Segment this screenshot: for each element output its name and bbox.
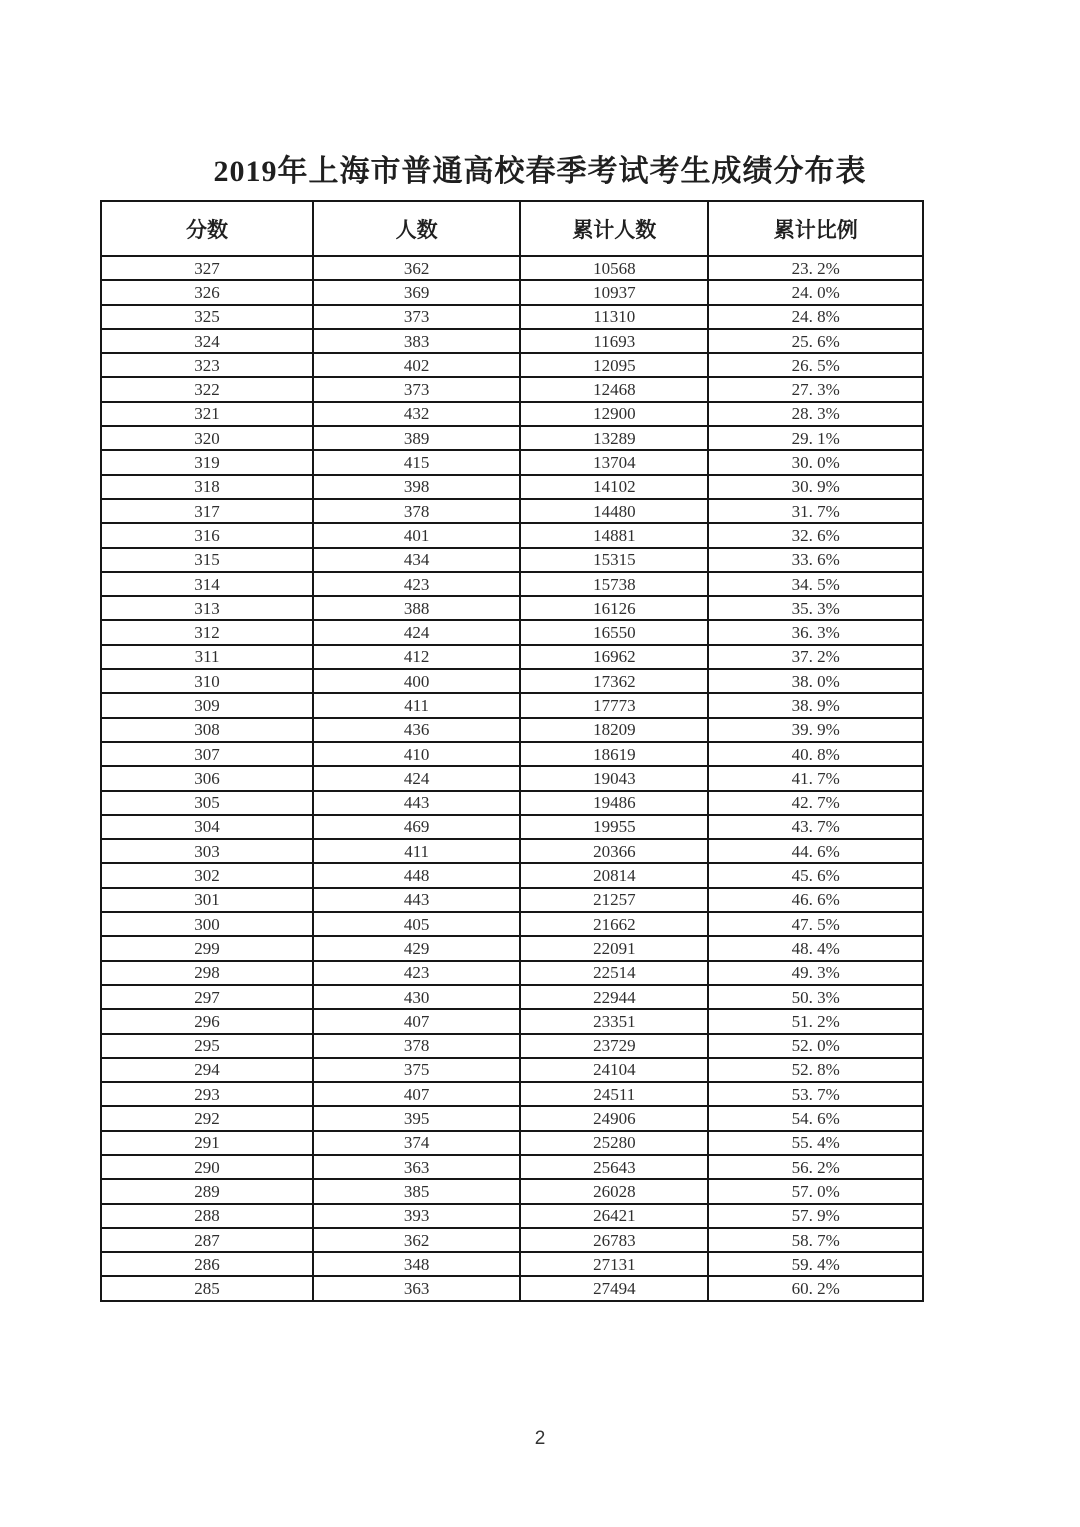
score-cell: 312 (101, 620, 313, 644)
score-cell: 295 (101, 1034, 313, 1058)
count-cell: 411 (313, 693, 520, 717)
count-cell: 348 (313, 1252, 520, 1276)
score-cell: 301 (101, 888, 313, 912)
table-row (101, 1155, 923, 1179)
table-body (101, 256, 923, 1301)
column-header-score: 分数 (101, 201, 313, 256)
document-title: 2019年上海市普通高校春季考试考生成绩分布表 (213, 155, 867, 188)
header-row (101, 201, 923, 256)
count-cell: 432 (313, 402, 520, 426)
score-cell: 314 (101, 572, 313, 596)
count-cell: 402 (313, 353, 520, 377)
score-cell: 296 (101, 1009, 313, 1033)
count-cell: 395 (313, 1106, 520, 1130)
count-cell: 443 (313, 888, 520, 912)
cumulative-count-cell: 12468 (520, 377, 708, 401)
cumulative-percent-cell: 24. 0% (708, 280, 923, 304)
cumulative-percent-cell: 24. 8% (708, 305, 923, 329)
cumulative-count-cell: 22514 (520, 961, 708, 985)
cumulative-count-cell: 23351 (520, 1009, 708, 1033)
count-cell: 362 (313, 1228, 520, 1252)
cumulative-count-cell: 12095 (520, 353, 708, 377)
score-cell: 319 (101, 450, 313, 474)
table-row (101, 426, 923, 450)
cumulative-percent-cell: 48. 4% (708, 936, 923, 960)
score-cell: 288 (101, 1204, 313, 1228)
table-row (101, 620, 923, 644)
count-cell: 407 (313, 1009, 520, 1033)
count-cell: 423 (313, 961, 520, 985)
cumulative-count-cell: 10937 (520, 280, 708, 304)
cumulative-count-cell: 11693 (520, 329, 708, 353)
score-cell: 302 (101, 863, 313, 887)
cumulative-count-cell: 17773 (520, 693, 708, 717)
table-row (101, 305, 923, 329)
count-cell: 378 (313, 499, 520, 523)
score-cell: 306 (101, 766, 313, 790)
count-cell: 385 (313, 1179, 520, 1203)
table-row (101, 523, 923, 547)
table-row (101, 353, 923, 377)
table-row (101, 669, 923, 693)
count-cell: 401 (313, 523, 520, 547)
count-cell: 424 (313, 620, 520, 644)
cumulative-count-cell: 19955 (520, 815, 708, 839)
score-cell: 307 (101, 742, 313, 766)
cumulative-count-cell: 15315 (520, 548, 708, 572)
count-cell: 393 (313, 1204, 520, 1228)
count-cell: 443 (313, 791, 520, 815)
cumulative-count-cell: 15738 (520, 572, 708, 596)
cumulative-count-cell: 26783 (520, 1228, 708, 1252)
table-row (101, 839, 923, 863)
score-cell: 310 (101, 669, 313, 693)
score-cell: 291 (101, 1131, 313, 1155)
score-cell: 287 (101, 1228, 313, 1252)
cumulative-percent-cell: 53. 7% (708, 1082, 923, 1106)
cumulative-count-cell: 14480 (520, 499, 708, 523)
table-row (101, 1276, 923, 1300)
cumulative-percent-cell: 42. 7% (708, 791, 923, 815)
score-cell: 325 (101, 305, 313, 329)
cumulative-percent-cell: 56. 2% (708, 1155, 923, 1179)
cumulative-percent-cell: 25. 6% (708, 329, 923, 353)
count-cell: 374 (313, 1131, 520, 1155)
score-cell: 308 (101, 718, 313, 742)
table-row (101, 1252, 923, 1276)
cumulative-percent-cell: 26. 5% (708, 353, 923, 377)
count-cell: 407 (313, 1082, 520, 1106)
count-cell: 424 (313, 766, 520, 790)
score-cell: 298 (101, 961, 313, 985)
cumulative-percent-cell: 45. 6% (708, 863, 923, 887)
table-row (101, 1179, 923, 1203)
table-row (101, 1082, 923, 1106)
cumulative-count-cell: 22091 (520, 936, 708, 960)
count-cell: 412 (313, 645, 520, 669)
cumulative-count-cell: 14881 (520, 523, 708, 547)
score-cell: 286 (101, 1252, 313, 1276)
table-row (101, 329, 923, 353)
table-row (101, 1034, 923, 1058)
cumulative-count-cell: 25643 (520, 1155, 708, 1179)
count-cell: 363 (313, 1155, 520, 1179)
table-row (101, 1228, 923, 1252)
table-row (101, 1009, 923, 1033)
score-cell: 292 (101, 1106, 313, 1130)
table-row (101, 645, 923, 669)
cumulative-percent-cell: 32. 6% (708, 523, 923, 547)
column-header-count: 人数 (313, 201, 520, 256)
cumulative-percent-cell: 41. 7% (708, 766, 923, 790)
cumulative-percent-cell: 43. 7% (708, 815, 923, 839)
count-cell: 429 (313, 936, 520, 960)
score-cell: 324 (101, 329, 313, 353)
table-row (101, 863, 923, 887)
table-row (101, 256, 923, 280)
cumulative-count-cell: 14102 (520, 475, 708, 499)
table-row (101, 475, 923, 499)
table-row (101, 377, 923, 401)
cumulative-count-cell: 21257 (520, 888, 708, 912)
cumulative-percent-cell: 50. 3% (708, 985, 923, 1009)
cumulative-count-cell: 27131 (520, 1252, 708, 1276)
count-cell: 415 (313, 450, 520, 474)
cumulative-count-cell: 13289 (520, 426, 708, 450)
count-cell: 469 (313, 815, 520, 839)
cumulative-percent-cell: 30. 0% (708, 450, 923, 474)
cumulative-percent-cell: 38. 9% (708, 693, 923, 717)
table-row (101, 815, 923, 839)
cumulative-count-cell: 16550 (520, 620, 708, 644)
table-row (101, 499, 923, 523)
table-header (101, 201, 923, 256)
cumulative-count-cell: 10568 (520, 256, 708, 280)
cumulative-percent-cell: 49. 3% (708, 961, 923, 985)
cumulative-percent-cell: 52. 8% (708, 1058, 923, 1082)
cumulative-count-cell: 26028 (520, 1179, 708, 1203)
count-cell: 389 (313, 426, 520, 450)
score-cell: 316 (101, 523, 313, 547)
count-cell: 398 (313, 475, 520, 499)
table-row (101, 402, 923, 426)
count-cell: 373 (313, 305, 520, 329)
cumulative-count-cell: 12900 (520, 402, 708, 426)
count-cell: 375 (313, 1058, 520, 1082)
table-row (101, 718, 923, 742)
table-row (101, 1204, 923, 1228)
score-cell: 311 (101, 645, 313, 669)
score-cell: 289 (101, 1179, 313, 1203)
cumulative-percent-cell: 59. 4% (708, 1252, 923, 1276)
table-row (101, 985, 923, 1009)
table-row (101, 548, 923, 572)
cumulative-percent-cell: 44. 6% (708, 839, 923, 863)
count-cell: 363 (313, 1276, 520, 1300)
score-cell: 285 (101, 1276, 313, 1300)
score-cell: 304 (101, 815, 313, 839)
table-row (101, 280, 923, 304)
cumulative-count-cell: 27494 (520, 1276, 708, 1300)
cumulative-percent-cell: 54. 6% (708, 1106, 923, 1130)
page-number: 2 (534, 1428, 546, 1449)
table-row (101, 961, 923, 985)
cumulative-count-cell: 20814 (520, 863, 708, 887)
cumulative-percent-cell: 30. 9% (708, 475, 923, 499)
cumulative-percent-cell: 36. 3% (708, 620, 923, 644)
table-row (101, 912, 923, 936)
cumulative-percent-cell: 58. 7% (708, 1228, 923, 1252)
score-cell: 318 (101, 475, 313, 499)
count-cell: 373 (313, 377, 520, 401)
score-distribution-table (100, 200, 924, 1302)
score-cell: 320 (101, 426, 313, 450)
cumulative-percent-cell: 55. 4% (708, 1131, 923, 1155)
cumulative-count-cell: 18209 (520, 718, 708, 742)
cumulative-percent-cell: 52. 0% (708, 1034, 923, 1058)
score-cell: 322 (101, 377, 313, 401)
cumulative-count-cell: 19486 (520, 791, 708, 815)
score-cell: 315 (101, 548, 313, 572)
count-cell: 448 (313, 863, 520, 887)
cumulative-percent-cell: 51. 2% (708, 1009, 923, 1033)
score-cell: 309 (101, 693, 313, 717)
count-cell: 434 (313, 548, 520, 572)
count-cell: 400 (313, 669, 520, 693)
cumulative-count-cell: 11310 (520, 305, 708, 329)
table-row (101, 1058, 923, 1082)
count-cell: 369 (313, 280, 520, 304)
score-cell: 321 (101, 402, 313, 426)
score-cell: 305 (101, 791, 313, 815)
cumulative-percent-cell: 28. 3% (708, 402, 923, 426)
cumulative-count-cell: 16126 (520, 596, 708, 620)
count-cell: 388 (313, 596, 520, 620)
score-cell: 290 (101, 1155, 313, 1179)
cumulative-count-cell: 13704 (520, 450, 708, 474)
count-cell: 405 (313, 912, 520, 936)
cumulative-percent-cell: 46. 6% (708, 888, 923, 912)
cumulative-percent-cell: 23. 2% (708, 256, 923, 280)
score-cell: 294 (101, 1058, 313, 1082)
score-cell: 326 (101, 280, 313, 304)
cumulative-percent-cell: 38. 0% (708, 669, 923, 693)
column-header-cumulative-percent: 累计比例 (708, 201, 923, 256)
cumulative-percent-cell: 60. 2% (708, 1276, 923, 1300)
score-cell: 297 (101, 985, 313, 1009)
count-cell: 383 (313, 329, 520, 353)
count-cell: 378 (313, 1034, 520, 1058)
score-cell: 317 (101, 499, 313, 523)
cumulative-count-cell: 24511 (520, 1082, 708, 1106)
column-header-cumulative-count: 累计人数 (520, 201, 708, 256)
cumulative-count-cell: 23729 (520, 1034, 708, 1058)
table-row (101, 1131, 923, 1155)
cumulative-percent-cell: 29. 1% (708, 426, 923, 450)
table-row (101, 742, 923, 766)
count-cell: 410 (313, 742, 520, 766)
cumulative-percent-cell: 35. 3% (708, 596, 923, 620)
cumulative-percent-cell: 37. 2% (708, 645, 923, 669)
cumulative-count-cell: 20366 (520, 839, 708, 863)
count-cell: 362 (313, 256, 520, 280)
count-cell: 423 (313, 572, 520, 596)
score-cell: 303 (101, 839, 313, 863)
cumulative-percent-cell: 31. 7% (708, 499, 923, 523)
table-row (101, 450, 923, 474)
cumulative-count-cell: 22944 (520, 985, 708, 1009)
cumulative-percent-cell: 57. 0% (708, 1179, 923, 1203)
cumulative-count-cell: 16962 (520, 645, 708, 669)
table-row (101, 888, 923, 912)
cumulative-percent-cell: 39. 9% (708, 718, 923, 742)
table-row (101, 766, 923, 790)
cumulative-count-cell: 26421 (520, 1204, 708, 1228)
cumulative-count-cell: 18619 (520, 742, 708, 766)
cumulative-percent-cell: 34. 5% (708, 572, 923, 596)
table-row (101, 572, 923, 596)
table-row (101, 1106, 923, 1130)
cumulative-count-cell: 21662 (520, 912, 708, 936)
score-cell: 299 (101, 936, 313, 960)
count-cell: 411 (313, 839, 520, 863)
table-row (101, 596, 923, 620)
count-cell: 436 (313, 718, 520, 742)
cumulative-percent-cell: 57. 9% (708, 1204, 923, 1228)
cumulative-percent-cell: 47. 5% (708, 912, 923, 936)
cumulative-percent-cell: 40. 8% (708, 742, 923, 766)
cumulative-count-cell: 24104 (520, 1058, 708, 1082)
table-row (101, 791, 923, 815)
score-cell: 327 (101, 256, 313, 280)
score-cell: 313 (101, 596, 313, 620)
cumulative-percent-cell: 33. 6% (708, 548, 923, 572)
cumulative-percent-cell: 27. 3% (708, 377, 923, 401)
score-cell: 293 (101, 1082, 313, 1106)
cumulative-count-cell: 24906 (520, 1106, 708, 1130)
cumulative-count-cell: 19043 (520, 766, 708, 790)
cumulative-count-cell: 17362 (520, 669, 708, 693)
score-cell: 300 (101, 912, 313, 936)
table-row (101, 693, 923, 717)
count-cell: 430 (313, 985, 520, 1009)
score-cell: 323 (101, 353, 313, 377)
table-row (101, 936, 923, 960)
cumulative-count-cell: 25280 (520, 1131, 708, 1155)
